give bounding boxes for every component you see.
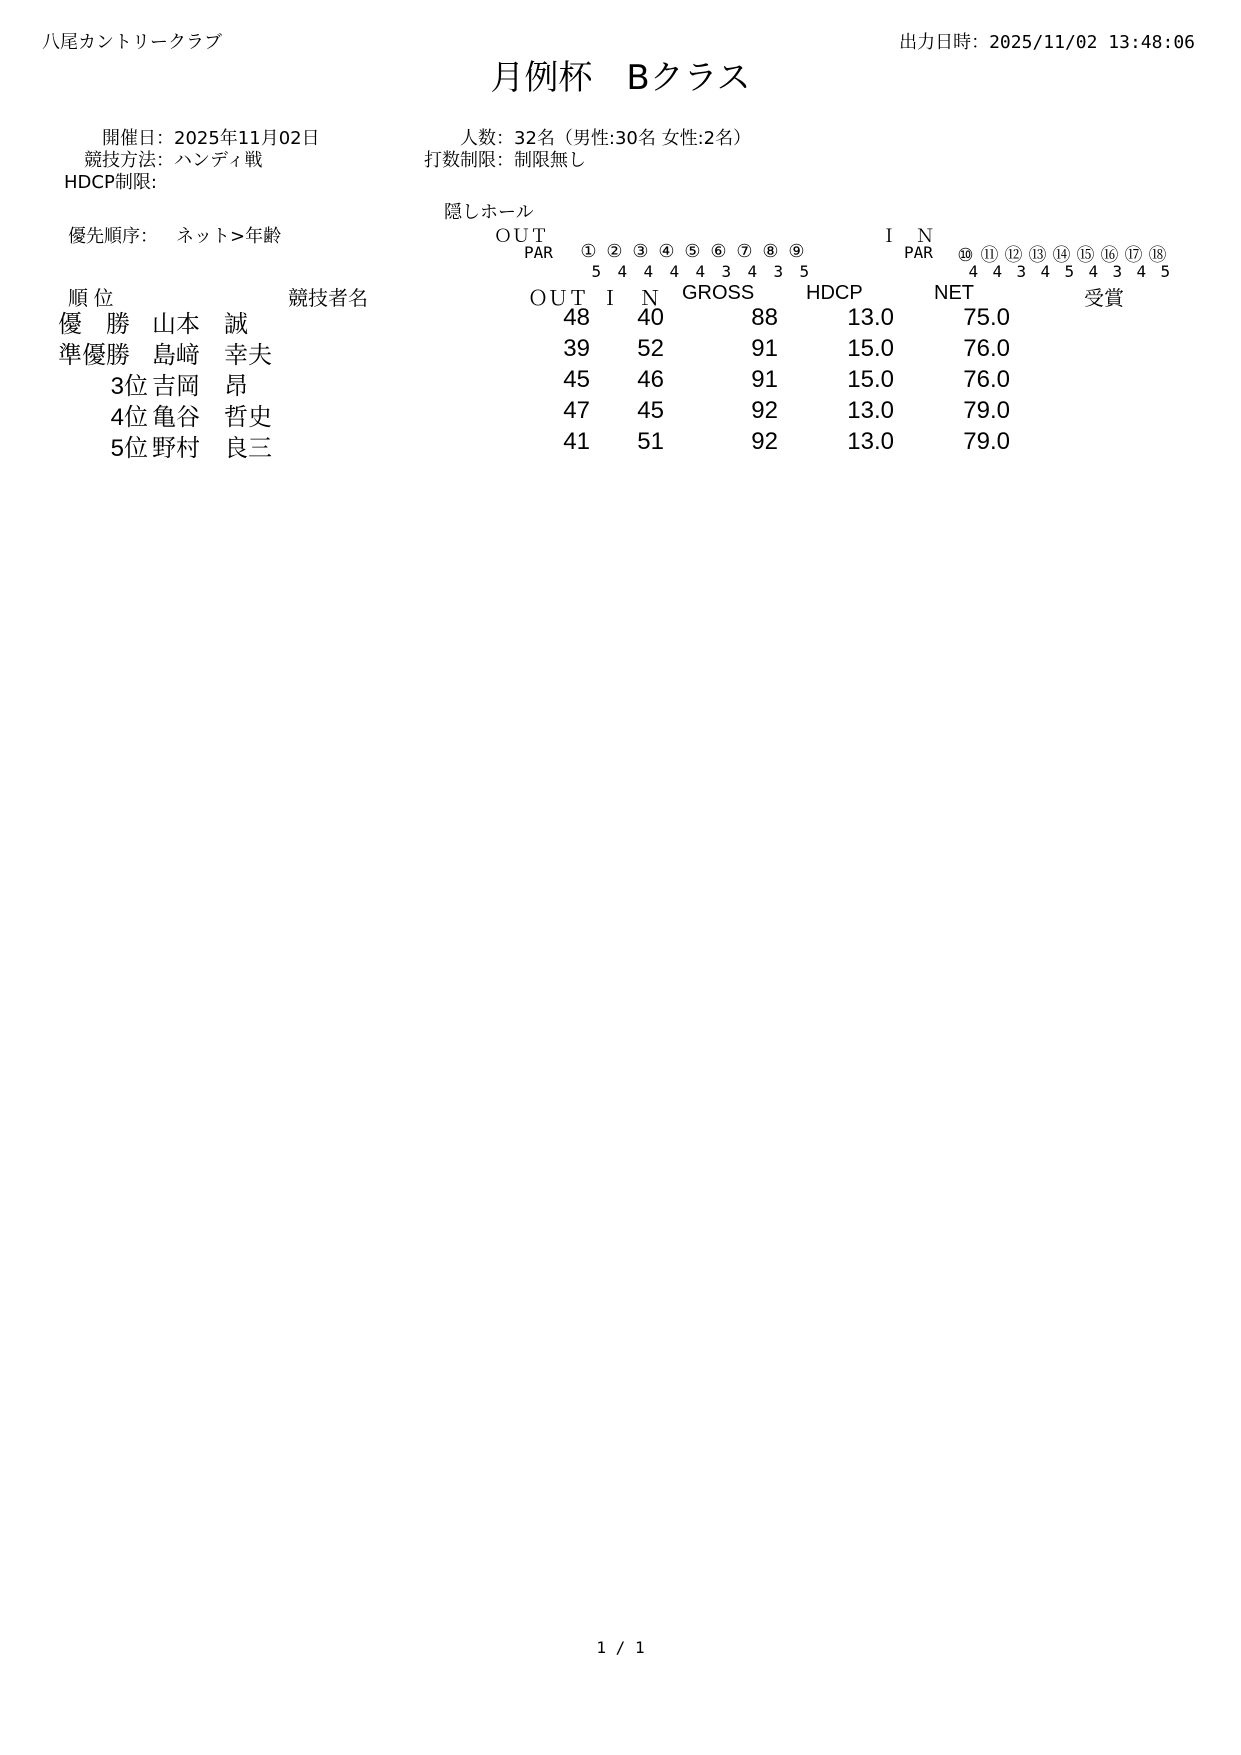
hole-number: ⑩ — [957, 245, 974, 266]
gross-cell: 91 — [751, 335, 778, 362]
par-value: 4 — [992, 262, 1003, 281]
gross-cell: 92 — [751, 428, 778, 455]
par-value: 5 — [591, 262, 602, 281]
par-value: 4 — [617, 262, 628, 281]
par-value: 4 — [1040, 262, 1051, 281]
hdcp-cell: 15.0 — [847, 366, 894, 393]
date-value: 2025年11月02日 — [174, 128, 320, 149]
name-cell: 亀谷 哲史 — [152, 404, 272, 431]
out-par-label: PAR — [524, 243, 553, 262]
rank-cell: 準優勝 — [58, 342, 130, 369]
hole-number: ④ — [658, 241, 675, 262]
gross-cell: 92 — [751, 397, 778, 424]
method-label: 競技方法： — [84, 150, 174, 171]
hole-number: ⑰ — [1124, 245, 1143, 266]
par-value: 4 — [1088, 262, 1099, 281]
name-cell: 島﨑 幸夫 — [152, 342, 272, 369]
par-value: 5 — [1160, 262, 1171, 281]
hole-number: ⑦ — [736, 241, 753, 262]
par-value: 5 — [1064, 262, 1075, 281]
hole-number: ③ — [632, 241, 649, 262]
page-title: 月例杯 Bクラス — [490, 58, 751, 98]
out-cell: 47 — [563, 397, 590, 424]
hole-number: ② — [606, 241, 623, 262]
hole-number: ⑭ — [1052, 245, 1071, 266]
hole-number: ⑱ — [1148, 245, 1167, 266]
out-cell: 41 — [563, 428, 590, 455]
in-cell: 52 — [637, 335, 664, 362]
method-value: ハンディ戦 — [174, 150, 263, 171]
par-value: 4 — [695, 262, 706, 281]
club-name: 八尾カントリークラブ — [42, 32, 222, 53]
players-label: 人数： — [460, 128, 514, 149]
priority-label: 優先順序： — [68, 226, 158, 247]
in-cell: 40 — [637, 304, 664, 331]
hdcp-limit-label: HDCP制限: — [64, 172, 157, 193]
gross-cell: 91 — [751, 366, 778, 393]
par-value: 3 — [1112, 262, 1123, 281]
out-cell: 45 — [563, 366, 590, 393]
priority-value: ネット>年齢 — [176, 226, 282, 247]
in-cell: 46 — [637, 366, 664, 393]
net-cell: 76.0 — [963, 366, 1010, 393]
hole-number: ⑬ — [1028, 245, 1047, 266]
name-cell: 山本 誠 — [152, 311, 248, 338]
net-cell: 79.0 — [963, 428, 1010, 455]
net-cell: 76.0 — [963, 335, 1010, 362]
col-header-award: 受賞 — [1084, 288, 1124, 310]
col-header-in: Ｉ Ｎ — [600, 288, 660, 310]
par-value: 3 — [1016, 262, 1027, 281]
table-row — [0, 304, 1241, 336]
output-datetime: 出力日時：2025/11/02 13:48:06 — [899, 32, 1195, 53]
hole-number: ⑧ — [762, 241, 779, 262]
players-value: 32名（男性:30名 女性:2名） — [514, 128, 752, 149]
hole-number: ⑫ — [1004, 245, 1023, 266]
hole-number: ⑥ — [710, 241, 727, 262]
name-cell: 野村 良三 — [152, 435, 272, 462]
rank-cell: 優 勝 — [58, 311, 130, 338]
in-holes-label: Ｉ Ｎ — [880, 226, 934, 247]
col-header-gross: GROSS — [682, 282, 755, 304]
net-cell: 75.0 — [963, 304, 1010, 331]
hdcp-cell: 13.0 — [847, 397, 894, 424]
rank-cell: 3位 — [110, 373, 148, 400]
out-pars-list — [564, 243, 817, 281]
out-cell: 39 — [563, 335, 590, 362]
name-cell: 吉岡 昂 — [152, 373, 248, 400]
hole-number: ⑪ — [980, 245, 999, 266]
par-value: 5 — [799, 262, 810, 281]
date-label: 開催日： — [102, 128, 174, 149]
par-value: 4 — [747, 262, 758, 281]
hdcp-cell: 15.0 — [847, 335, 894, 362]
table-row — [0, 366, 1241, 398]
col-header-net: NET — [934, 282, 974, 304]
gross-cell: 88 — [751, 304, 778, 331]
stroke-limit-value: 制限無し — [514, 150, 586, 171]
col-header-name: 競技者名 — [288, 288, 368, 310]
hole-number: ⑮ — [1076, 245, 1095, 266]
rank-cell: 4位 — [110, 404, 148, 431]
col-header-out: ＯＵＴ — [528, 288, 588, 310]
in-pars-list — [942, 243, 1177, 281]
hole-number: ⑤ — [684, 241, 701, 262]
par-value: 4 — [643, 262, 654, 281]
hole-number: ① — [580, 241, 597, 262]
par-value: 4 — [1136, 262, 1147, 281]
in-par-label: PAR — [904, 243, 933, 262]
par-value: 4 — [968, 262, 979, 281]
table-row — [0, 428, 1241, 460]
par-value: 3 — [773, 262, 784, 281]
hidden-holes-label: 隠しホール — [444, 202, 534, 223]
stroke-limit-label: 打数制限： — [424, 150, 514, 171]
hole-number: ⑯ — [1100, 245, 1119, 266]
page-number: 1 / 1 — [596, 1638, 645, 1657]
hdcp-cell: 13.0 — [847, 304, 894, 331]
table-row — [0, 335, 1241, 367]
hdcp-cell: 13.0 — [847, 428, 894, 455]
col-header-hdcp: HDCP — [806, 282, 863, 304]
hole-number: ⑨ — [788, 241, 805, 262]
par-value: 4 — [669, 262, 680, 281]
col-header-rank: 順 位 — [68, 288, 114, 310]
out-holes-label: ＯＵＴ — [494, 226, 548, 247]
in-cell: 51 — [637, 428, 664, 455]
par-value: 3 — [721, 262, 732, 281]
out-cell: 48 — [563, 304, 590, 331]
table-row — [0, 397, 1241, 429]
net-cell: 79.0 — [963, 397, 1010, 424]
in-cell: 45 — [637, 397, 664, 424]
rank-cell: 5位 — [110, 435, 148, 462]
